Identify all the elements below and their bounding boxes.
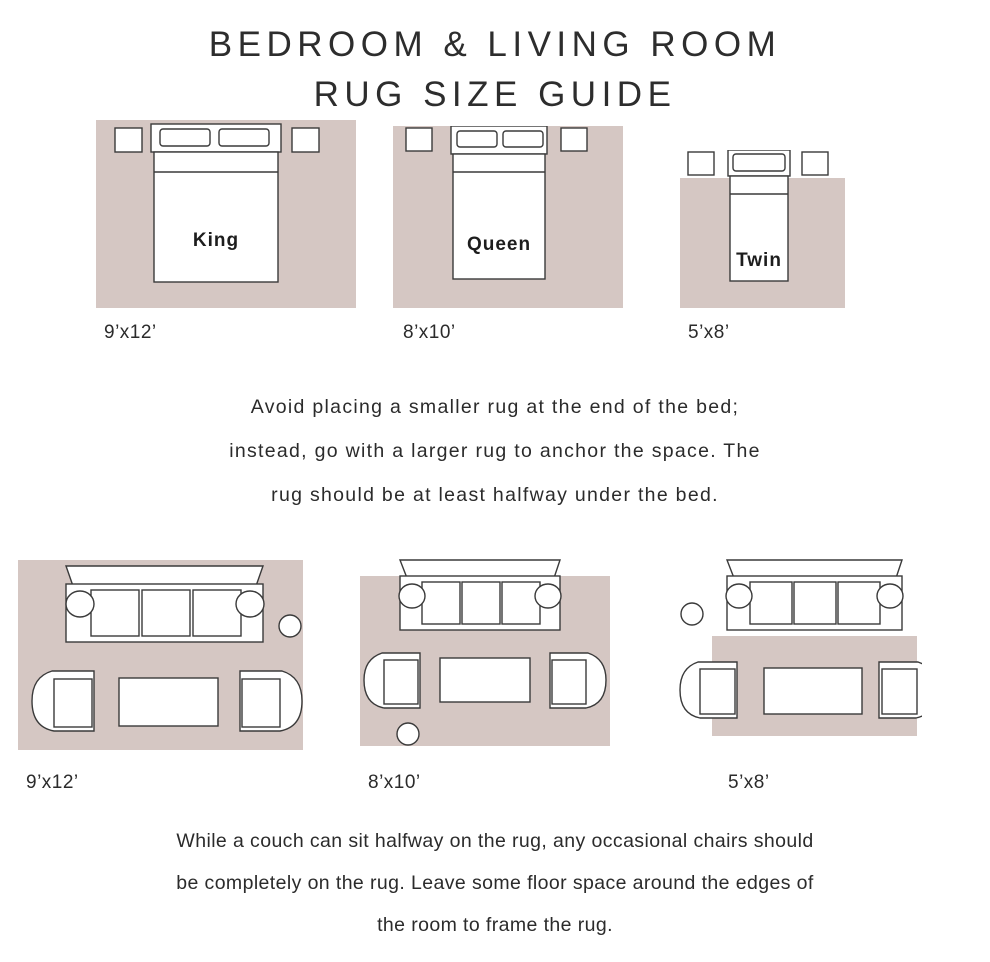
bed-label-queen: Queen bbox=[466, 234, 532, 255]
living-diagram-8x10 bbox=[360, 556, 610, 756]
twin-bed-illustration bbox=[680, 150, 845, 315]
rug-size-label-king: 9’x12’ bbox=[104, 322, 157, 343]
living-furniture-9x12 bbox=[18, 556, 308, 756]
living-caption-line-3: the room to frame the rug. bbox=[377, 914, 613, 936]
living-diagram-5x8 bbox=[672, 556, 917, 756]
page-title-line-1: BEDROOM & LIVING ROOM bbox=[208, 25, 782, 64]
living-caption bbox=[0, 820, 990, 946]
bedroom-caption-line-3: rug should be at least halfway under the bed. bbox=[271, 484, 719, 506]
bedroom-caption-line-2: instead, go with a larger rug to anchor the space. The bbox=[229, 440, 761, 462]
living-room-diagrams bbox=[0, 556, 990, 793]
bed-label-king: King bbox=[192, 230, 240, 251]
living-caption-line-1: While a couch can sit halfway on the rug, any occasional chairs should bbox=[176, 830, 814, 852]
bedroom-diagrams bbox=[0, 120, 990, 360]
page-title-line-2: RUG SIZE GUIDE bbox=[313, 75, 677, 114]
page-title bbox=[0, 0, 990, 120]
living-furniture-5x8 bbox=[672, 556, 922, 756]
rug-size-label-living-9x12: 9’x12’ bbox=[26, 772, 79, 793]
bedroom-diagram-queen bbox=[393, 126, 623, 311]
rug-size-label-twin: 5’x8’ bbox=[688, 322, 730, 343]
bedroom-caption-line-1: Avoid placing a smaller rug at the end of the bed; bbox=[250, 396, 740, 418]
rug-size-label-living-5x8: 5’x8’ bbox=[728, 772, 770, 793]
bed-label-twin: Twin bbox=[736, 250, 782, 271]
king-bed-illustration bbox=[96, 120, 356, 315]
living-furniture-8x10 bbox=[360, 556, 615, 756]
rug-size-label-queen: 8’x10’ bbox=[403, 322, 456, 343]
queen-bed-illustration bbox=[393, 126, 623, 316]
rug-size-label-living-8x10: 8’x10’ bbox=[368, 772, 421, 793]
living-caption-line-2: be completely on the rug. Leave some floor space around the edges of bbox=[176, 872, 814, 894]
bedroom-diagram-twin bbox=[680, 150, 845, 310]
bedroom-diagram-king bbox=[96, 120, 356, 310]
bedroom-caption bbox=[0, 385, 990, 517]
living-diagram-9x12 bbox=[18, 556, 303, 756]
